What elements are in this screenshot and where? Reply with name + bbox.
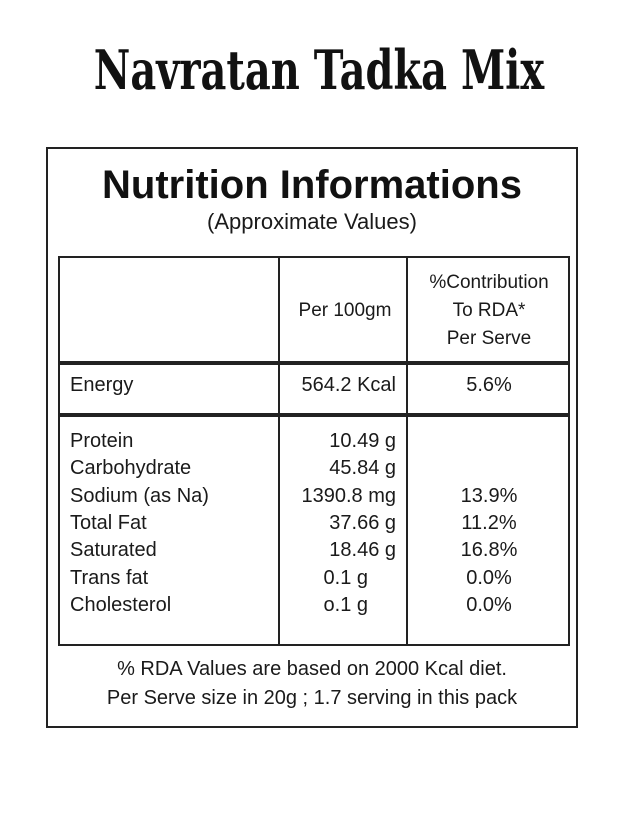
header-rda-line: %Contribution xyxy=(429,271,549,293)
nutrient-value: 10.49 g xyxy=(329,430,396,452)
nutrient-rda: 13.9% xyxy=(460,485,518,507)
nutrient-label: Protein xyxy=(70,430,134,452)
nutrient-value: 1390.8 mg xyxy=(301,485,396,507)
nutrient-value: 18.46 g xyxy=(329,539,396,561)
footer-note-rda: % RDA Values are based on 2000 Kcal diet. xyxy=(117,658,507,680)
nutrition-panel xyxy=(46,147,578,728)
header-rda-line: Per Serve xyxy=(446,327,532,349)
nutrient-label: Cholesterol xyxy=(70,594,172,616)
nutrient-value: 37.66 g xyxy=(329,512,396,534)
nutrient-label: Total Fat xyxy=(70,512,147,534)
product-title: Navratan Tadka Mix xyxy=(93,38,545,102)
nutrient-label: Saturated xyxy=(70,539,157,561)
nutrient-label: Carbohydrate xyxy=(70,457,192,479)
footer-note-serving: Per Serve size in 20g ; 1.7 serving in this pack xyxy=(106,687,518,709)
panel-title: Nutrition Informations xyxy=(102,163,522,207)
panel-subtitle: (Approximate Values) xyxy=(207,209,417,234)
nutrient-label: Sodium (as Na) xyxy=(70,485,209,507)
nutrient-rda: 16.8% xyxy=(460,539,518,561)
nutrient-value: o.1 g xyxy=(323,594,368,616)
nutrition-table xyxy=(58,256,570,646)
energy-rda: 5.6% xyxy=(466,374,512,396)
row-divider xyxy=(60,413,568,417)
header-rda xyxy=(410,258,568,363)
nutrient-value: 45.84 g xyxy=(329,457,396,479)
energy-label: Energy xyxy=(70,374,134,396)
nutrient-rda: 0.0% xyxy=(466,567,512,589)
nutrient-value: 0.1 g xyxy=(323,567,368,589)
nutrient-rda: 0.0% xyxy=(466,594,512,616)
header-rda-line: To RDA* xyxy=(452,299,526,321)
nutrient-label: Trans fat xyxy=(70,567,149,589)
column-divider xyxy=(278,258,280,644)
nutrient-rda: 11.2% xyxy=(461,512,517,534)
energy-value: 564.2 Kcal xyxy=(301,374,396,396)
header-per-100gm: Per 100gm xyxy=(298,299,392,321)
